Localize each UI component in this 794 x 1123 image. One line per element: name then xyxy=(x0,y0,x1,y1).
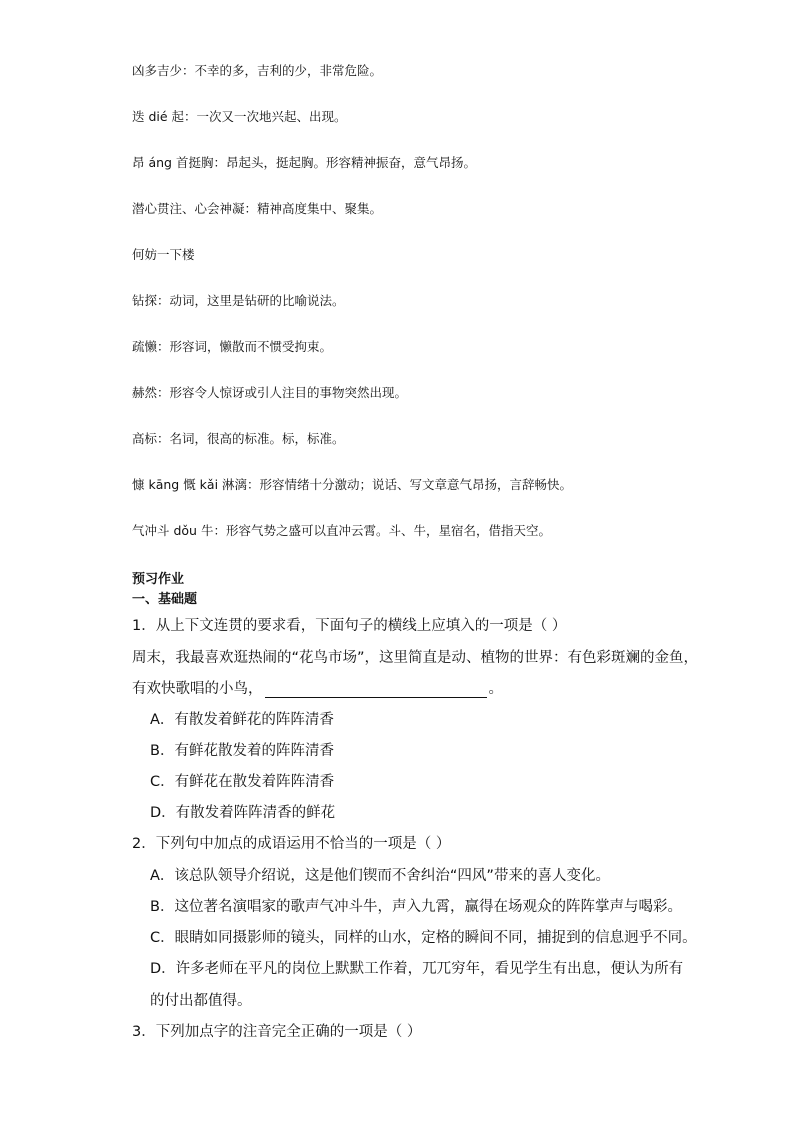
question-1-option-a: A．有散发着鲜花的阵阵清香 xyxy=(150,712,334,728)
vocab-item: 慷 kāng 慨 kǎi 淋漓：形容情绪十分激动；说话、写文章意气昂扬，言辞畅快。 xyxy=(132,477,573,492)
question-2-option-d-continued: 的付出都值得。 xyxy=(150,993,252,1009)
vocab-item: 钻探：动词，这里是钻研的比喻说法。 xyxy=(132,293,345,308)
subsection-title: 一、基础题 xyxy=(132,592,198,607)
question-1-stem: 1．从上下文连贯的要求看，下面句子的横线上应填入的一项是（ ） xyxy=(132,618,567,634)
lesson-title: 何妨一下楼 xyxy=(132,247,195,262)
question-2-option-b: B．这位著名演唱家的歌声气冲斗牛，声入九霄，赢得在场观众的阵阵掌声与喝彩。 xyxy=(150,899,682,915)
question-2-option-a: A．该总队领导介绍说，这是他们锲而不舍纠治“四风”带来的喜人变化。 xyxy=(150,868,610,884)
section-title: 预习作业 xyxy=(132,572,185,587)
question-1-option-d: D．有散发着阵阵清香的鲜花 xyxy=(150,805,336,821)
context-text: 有欢快歌唱的小鸟， xyxy=(132,681,263,697)
vocab-item: 高标：名词，很高的标准。标，标准。 xyxy=(132,431,345,446)
question-1-context: 周末，我最喜欢逛热闹的“花鸟市场”，这里简直是动、植物的世界：有色彩斑斓的金鱼， xyxy=(132,650,699,666)
question-2-option-d: D．许多老师在平凡的岗位上默默工作着，兀兀穷年，看见学生有出息，便认为所有 xyxy=(150,961,684,977)
vocab-item: 迭 dié 起：一次又一次地兴起、出现。 xyxy=(132,109,347,124)
answer-blank xyxy=(265,683,487,698)
vocab-item: 赫然：形容令人惊讶或引人注目的事物突然出现。 xyxy=(132,385,408,400)
question-1-option-c: C．有鲜花在散发着阵阵清香 xyxy=(150,774,335,790)
question-1-context-line2 xyxy=(132,677,503,698)
vocab-item: 昂 áng 首挺胸：昂起头，挺起胸。形容精神振奋，意气昂扬。 xyxy=(132,155,476,170)
question-2-option-c: C．眼睛如同摄影师的镜头，同样的山水，定格的瞬间不同，捕捉到的信息迥乎不同。 xyxy=(150,930,697,946)
context-text-end: 。 xyxy=(488,681,503,697)
question-2-stem: 2．下列句中加点的成语运用不恰当的一项是（ ） xyxy=(132,836,451,852)
vocab-item: 潜心贯注、心会神凝：精神高度集中、聚集。 xyxy=(132,201,383,216)
vocab-item: 疏懒：形容词，懒散而不惯受拘束。 xyxy=(132,339,333,354)
vocab-item: 气冲斗 dǒu 牛：形容气势之盛可以直冲云霄。斗、牛，星宿名，借指天空。 xyxy=(132,523,551,538)
vocab-item: 凶多吉少：不幸的多，吉利的少，非常危险。 xyxy=(132,63,383,78)
question-1-option-b: B．有鲜花散发着的阵阵清香 xyxy=(150,743,334,759)
question-3-stem: 3．下列加点字的注音完全正确的一项是（ ） xyxy=(132,1024,422,1040)
